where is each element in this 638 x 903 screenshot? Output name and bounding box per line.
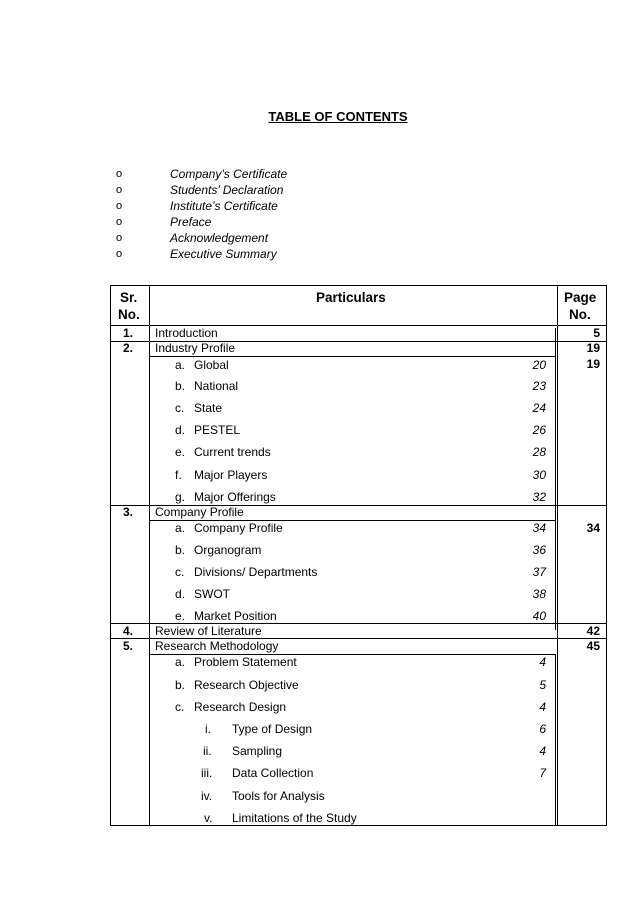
item-label: a. bbox=[175, 521, 186, 535]
item-page: 4 bbox=[539, 744, 546, 758]
item-label: d. bbox=[175, 587, 186, 601]
bullet-icon: o bbox=[116, 184, 123, 196]
item-label: c. bbox=[175, 401, 185, 415]
section-number: 3. bbox=[123, 505, 134, 519]
column-divider bbox=[149, 286, 150, 825]
item-page: 28 bbox=[532, 445, 546, 459]
item-page: 5 bbox=[539, 678, 546, 692]
item-text: Market Position bbox=[194, 609, 277, 623]
header-sr: No. bbox=[118, 307, 140, 322]
section-page: 19 bbox=[586, 341, 600, 355]
section-page: 45 bbox=[586, 639, 600, 653]
item-label: a. bbox=[175, 358, 186, 372]
section-title: Review of Literature bbox=[155, 624, 262, 638]
section-number: 1. bbox=[123, 326, 134, 340]
item-page: 4 bbox=[539, 700, 546, 714]
item-label: c. bbox=[175, 700, 185, 714]
section-number: 2. bbox=[123, 341, 134, 355]
page-title: TABLE OF CONTENTS bbox=[268, 109, 408, 124]
item-label: b. bbox=[175, 678, 186, 692]
item-text: Problem Statement bbox=[194, 655, 297, 669]
item-text: Research Design bbox=[194, 700, 287, 714]
item-text: National bbox=[194, 379, 239, 393]
bullet-icon: o bbox=[116, 248, 123, 260]
item-text: Global bbox=[194, 358, 229, 372]
item-text: Major Offerings bbox=[194, 490, 276, 504]
item-label: e. bbox=[175, 609, 186, 623]
item-label: b. bbox=[175, 543, 186, 557]
item-label: a. bbox=[175, 655, 186, 669]
column-divider bbox=[555, 654, 556, 825]
item-text: Organogram bbox=[194, 543, 262, 557]
item-page: 24 bbox=[532, 401, 546, 415]
subitem-text: Sampling bbox=[232, 744, 283, 758]
bullet-icon: o bbox=[116, 200, 123, 212]
item-label: d. bbox=[175, 423, 186, 437]
subitem-label: ii. bbox=[203, 744, 212, 758]
subitem-label: iv. bbox=[201, 789, 213, 803]
section-page: 19 bbox=[586, 357, 600, 371]
subitem-text: Limitations of the Study bbox=[232, 811, 357, 825]
column-divider bbox=[555, 506, 556, 630]
item-page: 38 bbox=[532, 587, 546, 601]
item-label: f. bbox=[175, 468, 182, 482]
section-page: 34 bbox=[586, 521, 600, 535]
item-page: 36 bbox=[532, 543, 546, 557]
item-label: e. bbox=[175, 445, 186, 459]
bullet-icon: o bbox=[116, 216, 123, 228]
section-number: 4. bbox=[123, 624, 134, 638]
item-page: 26 bbox=[532, 423, 546, 437]
item-label: c. bbox=[175, 565, 185, 579]
bullet-icon: o bbox=[116, 232, 123, 244]
column-divider bbox=[557, 286, 558, 326]
subitem-text: Data Collection bbox=[232, 766, 314, 780]
item-label: b. bbox=[175, 379, 186, 393]
item-page: 20 bbox=[532, 358, 546, 372]
bullet-icon: o bbox=[116, 168, 123, 180]
item-page: 40 bbox=[532, 609, 546, 623]
item-text: PESTEL bbox=[194, 423, 241, 437]
section-page: 5 bbox=[593, 326, 600, 340]
header-sr: Sr. bbox=[120, 290, 138, 305]
section-title: Industry Profile bbox=[155, 341, 236, 355]
item-page: 30 bbox=[532, 468, 546, 482]
item-page: 37 bbox=[532, 565, 546, 579]
section-title: Research Methodology bbox=[155, 639, 279, 653]
item-text: Current trends bbox=[194, 445, 271, 459]
header-particulars: Particulars bbox=[316, 290, 386, 305]
contents-table bbox=[110, 285, 607, 826]
header-page: Page bbox=[564, 290, 597, 305]
section-page: 42 bbox=[586, 624, 600, 638]
subitem-text: Tools for Analysis bbox=[232, 789, 325, 803]
subitem-label: iii. bbox=[201, 766, 213, 780]
subitem-label: i. bbox=[205, 722, 211, 736]
item-text: Divisions/ Departments bbox=[194, 565, 318, 579]
subitem-text: Type of Design bbox=[232, 722, 313, 736]
subitem-label: v. bbox=[204, 811, 213, 825]
item-text: Research Objective bbox=[194, 678, 299, 692]
item-page: 23 bbox=[532, 379, 546, 393]
item-text: SWOT bbox=[194, 587, 230, 601]
item-text: Major Players bbox=[194, 468, 268, 482]
section-number: 5. bbox=[123, 639, 134, 653]
column-divider bbox=[555, 328, 556, 533]
header-page: No. bbox=[569, 307, 591, 322]
item-page: 34 bbox=[532, 521, 546, 535]
section-title: Introduction bbox=[155, 326, 218, 340]
item-page: 6 bbox=[539, 722, 546, 736]
column-divider bbox=[557, 326, 558, 825]
item-label: g. bbox=[175, 490, 186, 504]
item-page: 4 bbox=[539, 655, 546, 669]
item-text: Company Profile bbox=[194, 521, 283, 535]
item-text: State bbox=[194, 401, 223, 415]
item-page: 7 bbox=[539, 766, 546, 780]
row-divider bbox=[149, 356, 556, 357]
section-title: Company Profile bbox=[155, 505, 244, 519]
item-page: 32 bbox=[532, 490, 546, 504]
